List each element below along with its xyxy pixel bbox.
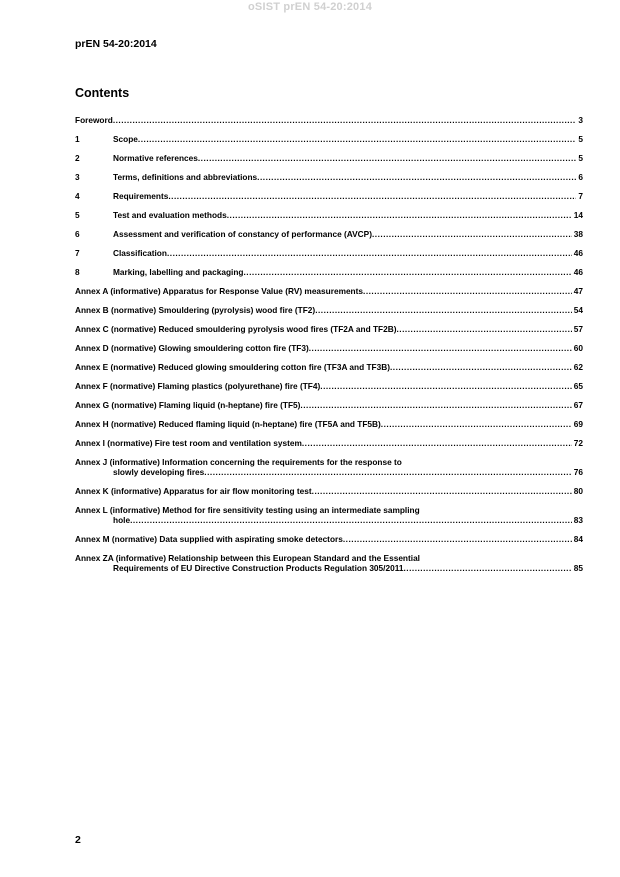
toc-entry-title[interactable]: Foreword [75, 115, 113, 125]
toc-entry[interactable] [75, 191, 583, 201]
toc-entry-page[interactable]: 46 [573, 267, 583, 277]
toc-entry-title-continued[interactable]: slowly developing fires [113, 467, 205, 477]
toc-leader-dots [309, 343, 572, 353]
toc-entry-title[interactable]: Normative references [113, 153, 198, 163]
toc-entry-page[interactable]: 5 [578, 153, 583, 163]
toc-entry-number: 3 [75, 172, 80, 182]
toc-entry-title-continued[interactable]: Requirements of EU Directive Construction Products Regulation 305/2011 [113, 563, 404, 573]
toc-entry-title[interactable]: Annex F (normative) Flaming plastics (polyurethane) fire (TF4) [75, 381, 321, 391]
toc-leader-dots [243, 267, 571, 277]
toc-entry[interactable] [75, 419, 583, 429]
toc-leader-dots [130, 515, 572, 525]
toc-entry-title[interactable]: Annex K (informative) Apparatus for air flow monitoring test [75, 486, 312, 496]
toc-leader-dots [396, 324, 571, 334]
toc-leader-dots [302, 438, 572, 448]
toc-entry-page[interactable]: 60 [573, 343, 583, 353]
toc-entry-title[interactable]: Terms, definitions and abbreviations [113, 172, 258, 182]
toc-entry-page[interactable]: 84 [573, 534, 583, 544]
toc-entry-page[interactable]: 5 [578, 134, 583, 144]
toc-leader-dots [167, 248, 572, 258]
toc-entry-title-continued[interactable]: hole [113, 515, 131, 525]
toc-entry-page[interactable]: 6 [578, 172, 583, 182]
toc-leader-dots [168, 191, 576, 201]
toc-entry-title[interactable]: Classification [113, 248, 167, 258]
toc-entry-page[interactable]: 62 [573, 362, 583, 372]
toc-entry-page[interactable]: 14 [573, 210, 583, 220]
toc-entry-page[interactable]: 3 [578, 115, 583, 125]
toc-entry-title[interactable]: Annex H (normative) Reduced flaming liquid (n-heptane) fire (TF5A and TF5B) [75, 419, 381, 429]
toc-entry-title[interactable]: Annex I (normative) Fire test room and ventilation system [75, 438, 302, 448]
toc-leader-dots [138, 134, 576, 144]
toc-entry[interactable] [75, 134, 583, 144]
toc-leader-dots [257, 172, 576, 182]
toc-leader-dots [113, 115, 577, 125]
toc-entry[interactable] [75, 324, 583, 334]
toc-entry-title[interactable]: Scope [113, 134, 138, 144]
toc-entry-page[interactable]: 76 [573, 467, 583, 477]
toc-entry[interactable] [75, 286, 583, 296]
page-number: 2 [75, 834, 81, 846]
toc-leader-dots [320, 381, 572, 391]
toc-entry[interactable] [75, 343, 583, 353]
toc-entry[interactable] [75, 457, 583, 477]
toc-entry[interactable] [75, 400, 583, 410]
toc-entry[interactable] [75, 229, 583, 239]
toc-entry[interactable] [75, 248, 583, 258]
toc-entry-title[interactable]: Requirements [113, 191, 169, 201]
toc-entry[interactable] [75, 115, 583, 125]
toc-entry-title[interactable]: Annex J (informative) Information concerning the requirements for the response to [75, 457, 402, 467]
toc-leader-dots [300, 400, 571, 410]
toc-entry[interactable] [75, 305, 583, 315]
toc-leader-dots [390, 362, 572, 372]
toc-entry-title[interactable]: Annex E (normative) Reduced glowing smouldering cotton fire (TF3A and TF3B) [75, 362, 390, 372]
toc-leader-dots [381, 419, 572, 429]
toc-entry-page[interactable]: 38 [573, 229, 583, 239]
toc-entry-title[interactable]: Annex ZA (informative) Relationship between this European Standard and the Essential [75, 553, 420, 563]
toc-entry-page[interactable]: 57 [573, 324, 583, 334]
toc-entry[interactable] [75, 267, 583, 277]
document-id: prEN 54-20:2014 [75, 38, 157, 50]
toc-entry-page[interactable]: 67 [573, 400, 583, 410]
toc-leader-dots [227, 210, 572, 220]
toc-entry-number: 1 [75, 134, 80, 144]
toc-entry-page[interactable]: 72 [573, 438, 583, 448]
toc-leader-dots [312, 486, 572, 496]
toc-entry-title[interactable]: Annex C (normative) Reduced smouldering pyrolysis wood fires (TF2A and TF2B) [75, 324, 397, 334]
toc-leader-dots [204, 467, 571, 477]
toc-entry[interactable] [75, 210, 583, 220]
toc-entry-title[interactable]: Test and evaluation methods [113, 210, 227, 220]
toc-entry[interactable] [75, 362, 583, 372]
toc-entry-number: 8 [75, 267, 80, 277]
toc-entry[interactable] [75, 553, 583, 573]
toc-entry-title[interactable]: Annex G (normative) Flaming liquid (n-heptane) fire (TF5) [75, 400, 301, 410]
toc-entry[interactable] [75, 381, 583, 391]
toc-entry[interactable] [75, 534, 583, 544]
toc-entry-page[interactable]: 7 [578, 191, 583, 201]
toc-entry-number: 2 [75, 153, 80, 163]
toc-entry-title[interactable]: Annex L (informative) Method for fire sensitivity testing using an intermediate sampling [75, 505, 420, 515]
toc-leader-dots [363, 286, 572, 296]
toc-entry-number: 6 [75, 229, 80, 239]
toc-entry-number: 4 [75, 191, 80, 201]
toc-entry-page[interactable]: 85 [573, 563, 583, 573]
toc-leader-dots [198, 153, 577, 163]
toc-entry-page[interactable]: 69 [573, 419, 583, 429]
toc-entry[interactable] [75, 438, 583, 448]
table-of-contents [75, 115, 583, 573]
toc-entry-page[interactable]: 80 [573, 486, 583, 496]
toc-entry-page[interactable]: 83 [573, 515, 583, 525]
toc-entry-number: 5 [75, 210, 80, 220]
toc-leader-dots [315, 305, 572, 315]
toc-entry-page[interactable]: 47 [573, 286, 583, 296]
toc-leader-dots [403, 563, 571, 573]
toc-entry-page[interactable]: 46 [573, 248, 583, 258]
watermark: oSIST prEN 54-20:2014 [247, 1, 373, 13]
toc-leader-dots [372, 229, 572, 239]
toc-entry-page[interactable]: 65 [573, 381, 583, 391]
toc-entry-number: 7 [75, 248, 80, 258]
toc-entry-title[interactable]: Annex B (normative) Smouldering (pyrolysis) wood fire (TF2) [75, 305, 316, 315]
toc-entry-title[interactable]: Assessment and verification of constancy of performance (AVCP) [113, 229, 372, 239]
toc-entry-title[interactable]: Marking, labelling and packaging [113, 267, 244, 277]
page-title: Contents [75, 86, 130, 100]
toc-leader-dots [343, 534, 572, 544]
toc-entry-title[interactable]: Annex D (normative) Glowing smouldering cotton fire (TF3) [75, 343, 309, 353]
toc-entry[interactable] [75, 153, 583, 163]
toc-entry-title[interactable]: Annex A (informative) Apparatus for Response Value (RV) measurements [75, 286, 364, 296]
toc-entry-page[interactable]: 54 [573, 305, 583, 315]
toc-entry[interactable] [75, 486, 583, 496]
toc-entry[interactable] [75, 172, 583, 182]
toc-entry-title[interactable]: Annex M (normative) Data supplied with aspirating smoke detectors [75, 534, 343, 544]
toc-entry[interactable] [75, 505, 583, 525]
